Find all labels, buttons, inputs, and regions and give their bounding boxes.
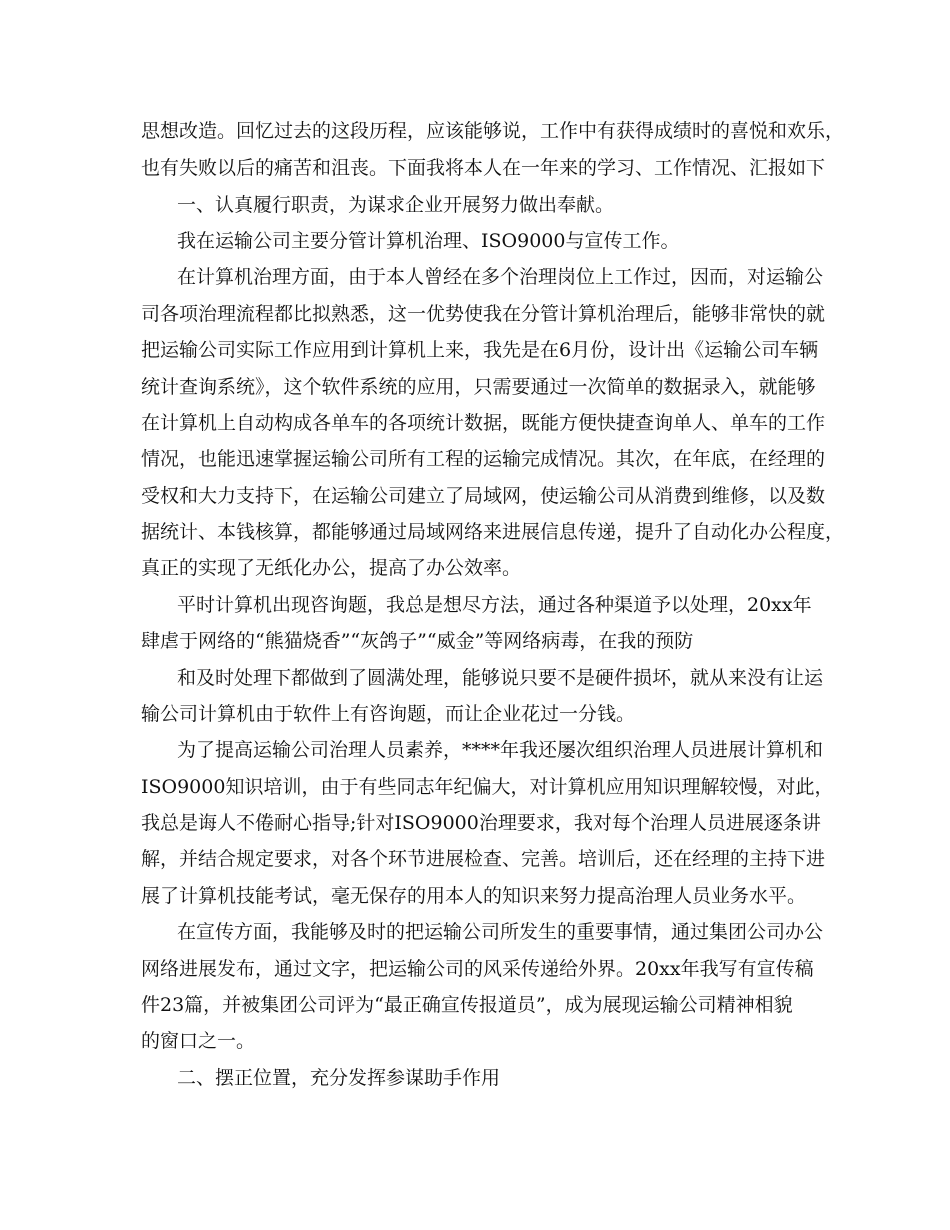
- text-line: 据统计、本钱核算，都能够通过局域网络来进展信息传递，提升了自动化办公程度，: [141, 521, 845, 543]
- text-line: 真正的实现了无纸化办公，提高了办公效率。: [141, 557, 522, 579]
- text-line: 的窗口之一。: [141, 1030, 256, 1052]
- text-line: 把运输公司实际工作应用到计算机上来，我先是在6月份，设计出《运输公司车辆: [141, 339, 819, 361]
- text-line: 司各项治理流程都比拟熟悉，这一优势使我在分管计算机治理后，能够非常快的就: [141, 303, 826, 325]
- text-line: 件23篇，并被集团公司评为“最正确宣传报道员”，成为展现运输公司精神相貌: [141, 994, 793, 1016]
- text-line: 思想改造。回忆过去的这段历程，应该能够说，工作中有获得成绩时的喜悦和欢乐，: [141, 120, 845, 142]
- text-line: 网络进展发布，通过文字，把运输公司的风采传递给外界。20xx年我写有宣传稿: [141, 958, 814, 980]
- text-line: 和及时处理下都做到了圆满处理，能够说只要不是硬件损坏，就从来没有让运: [177, 667, 824, 689]
- text-line: 为了提高运输公司治理人员素养，****年我还屡次组织治理人员进展计算机和: [177, 739, 824, 761]
- section-heading: 二、摆正位置，充分发挥参谋助手作用: [177, 1067, 501, 1089]
- text-line: 情况，也能迅速掌握运输公司所有工程的运输完成情况。其次，在年底，在经理的: [141, 448, 826, 470]
- text-line: 在计算机治理方面，由于本人曾经在多个治理岗位上工作过，因而，对运输公: [177, 266, 824, 288]
- text-line: 肆虐于网络的“熊猫烧香”“灰鸽子”“威金”等网络病毒，在我的预防: [141, 630, 694, 652]
- text-line: 我在运输公司主要分管计算机治理、ISO9000与宣传工作。: [177, 230, 680, 252]
- section-heading: 一、认真履行职责，为谋求企业开展努力做出奉献。: [177, 194, 615, 216]
- text-line: 受权和大力支持下，在运输公司建立了局域网，使运输公司从消费到维修，以及数: [141, 485, 826, 507]
- text-line: 也有失败以后的痛苦和沮丧。下面我将本人在一年来的学习、工作情况、汇报如下: [141, 157, 826, 179]
- text-line: 展了计算机技能考试，毫无保存的用本人的知识来努力提高治理人员业务水平。: [141, 885, 807, 907]
- text-line: 在计算机上自动构成各单车的各项统计数据，既能方便快捷查询单人、单车的工作: [141, 412, 826, 434]
- text-line: 在宣传方面，我能够及时的把运输公司所发生的重要事情，通过集团公司办公: [177, 921, 824, 943]
- text-line: 输公司计算机由于软件上有咨询题，而让企业花过一分钱。: [141, 703, 636, 725]
- text-line: ISO9000知识培训，由于有些同志年纪偏大，对计算机应用知识理解较慢，对此，: [141, 776, 834, 798]
- text-line: 平时计算机出现咨询题，我总是想尽方法，通过各种渠道予以处理，20xx年: [177, 594, 812, 616]
- text-line: 统计查询系统》，这个软件系统的应用，只需要通过一次简单的数据录入，就能够: [141, 376, 816, 398]
- text-line: 解，并结合规定要求，对各个环节进展检查、完善。培训后，还在经理的主持下进: [141, 848, 826, 870]
- text-line: 我总是诲人不倦耐心指导;针对ISO9000治理要求，我对每个治理人员进展逐条讲: [141, 812, 821, 834]
